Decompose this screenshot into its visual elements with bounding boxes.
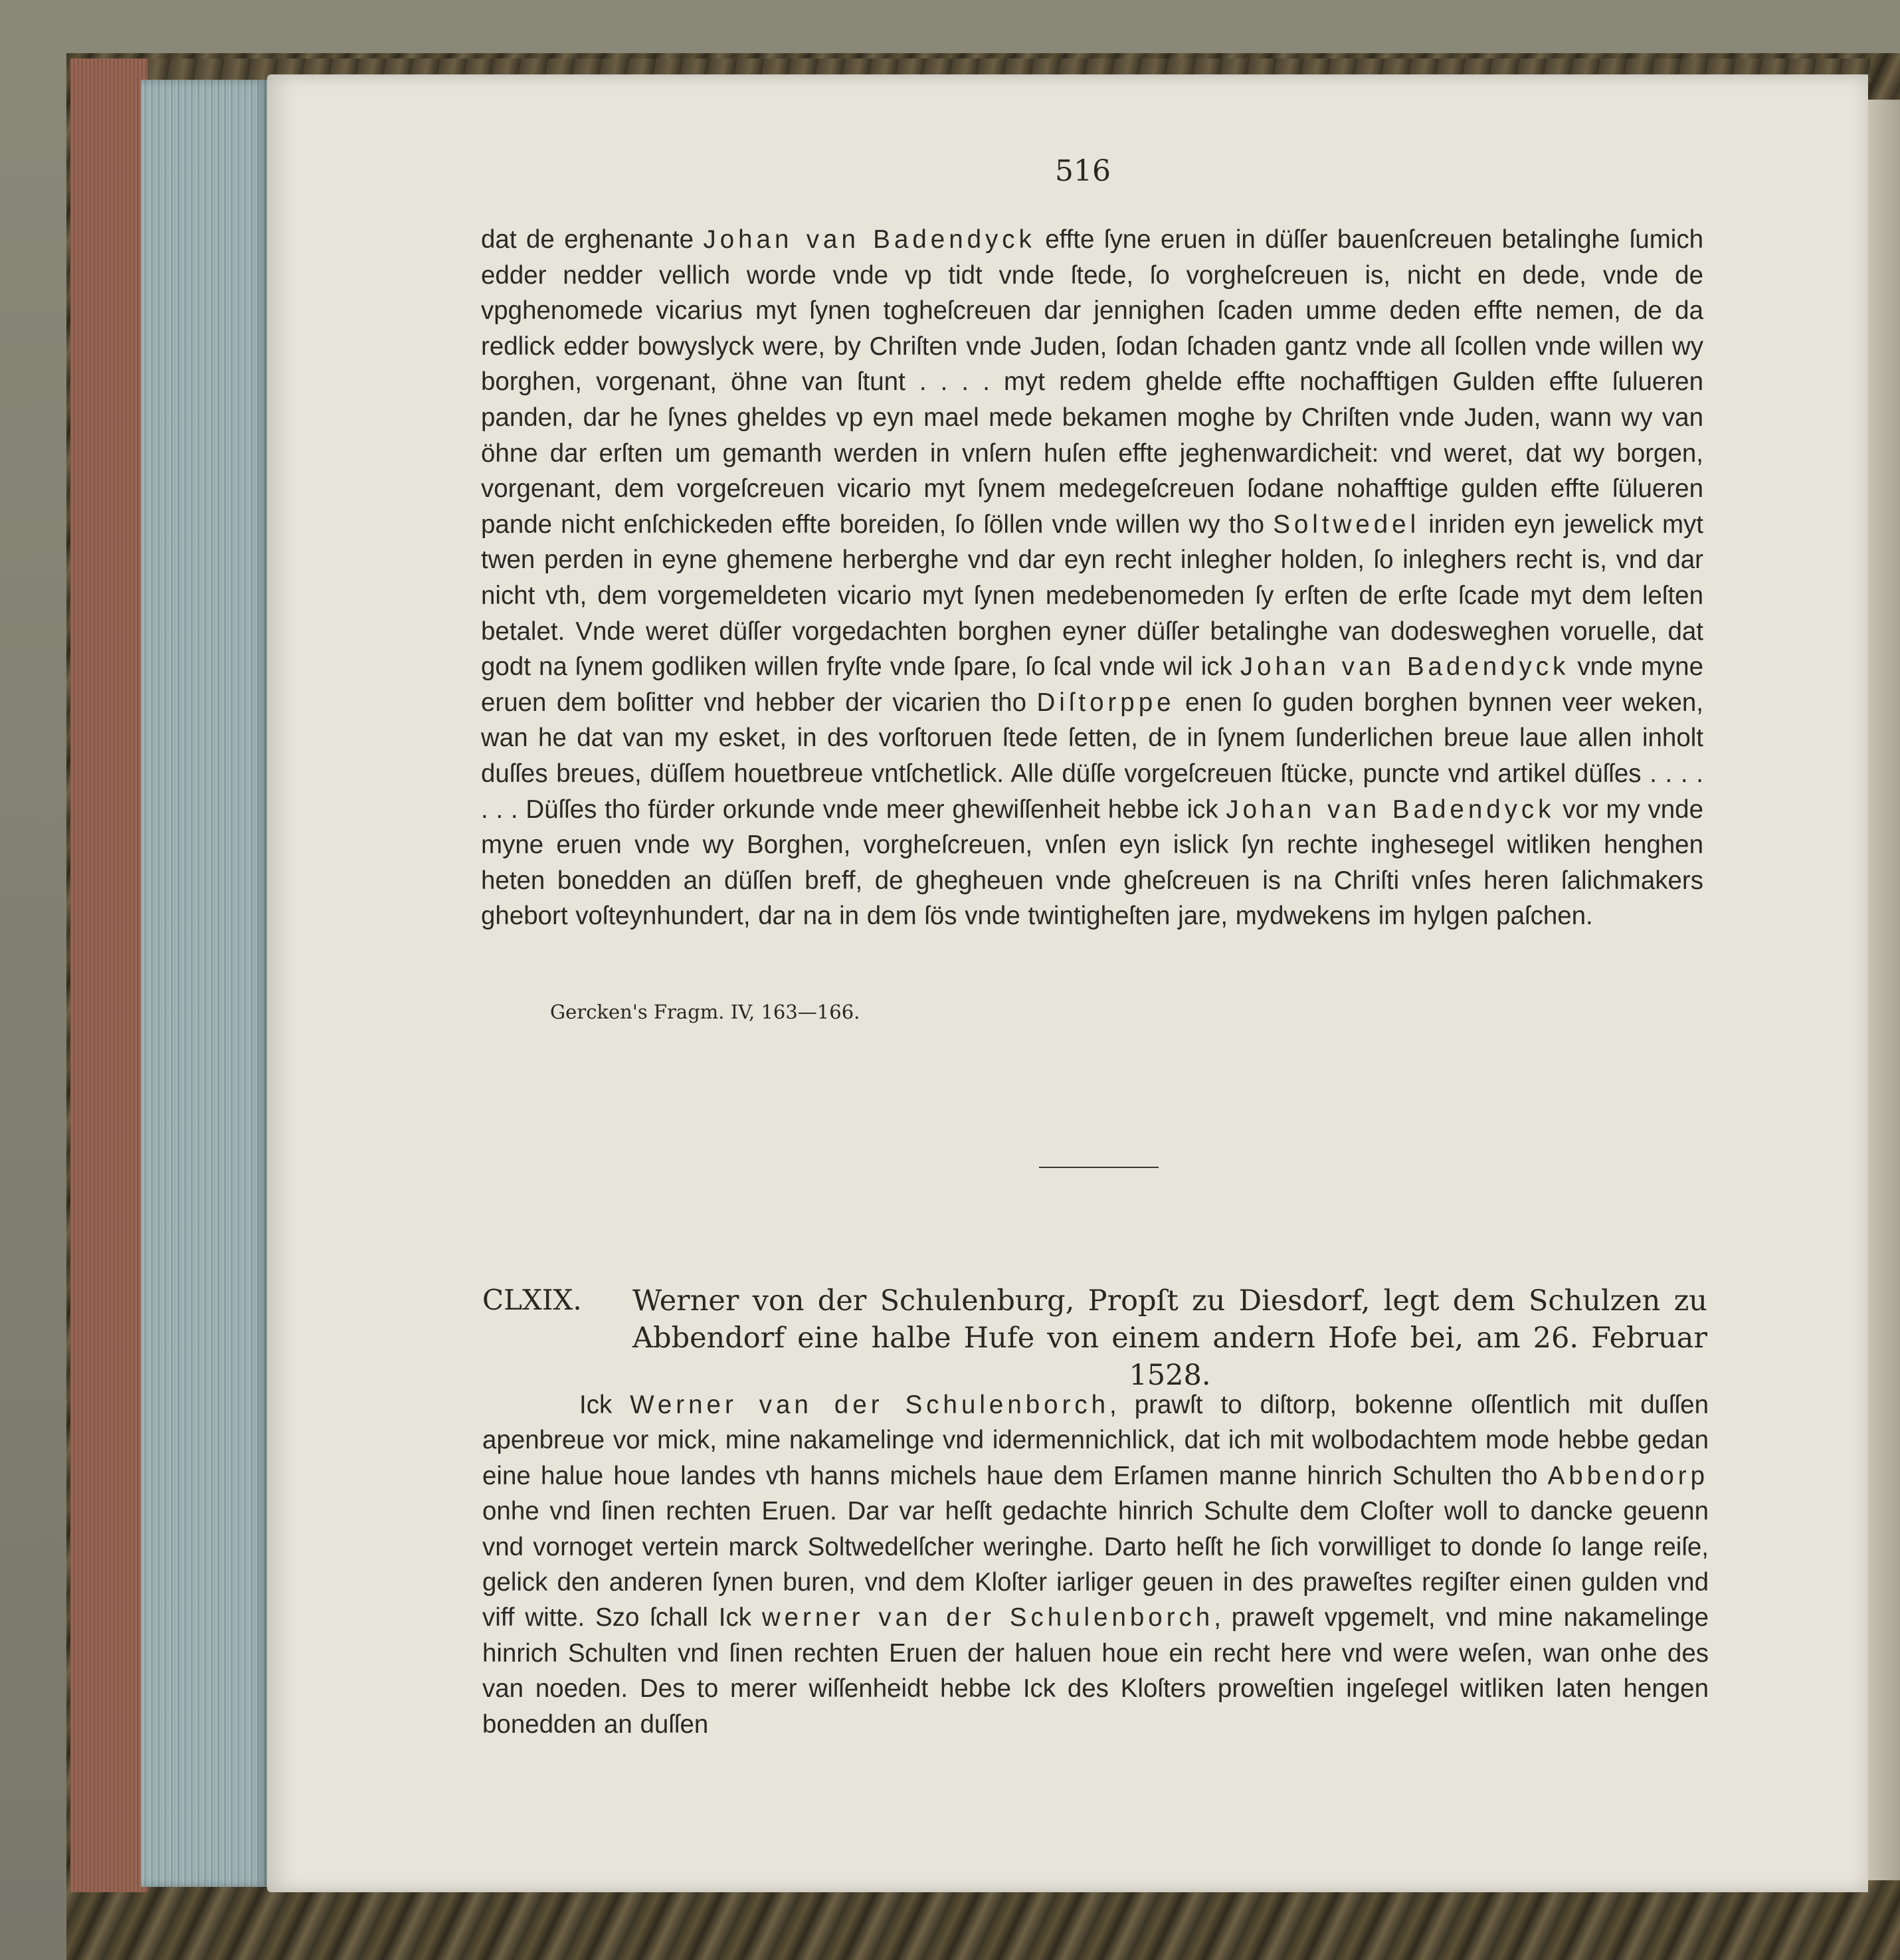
document-1-text (481, 222, 1703, 934)
spaced-name: Johan van Badendyck (1226, 795, 1555, 824)
stacked-page-edges (141, 80, 267, 1887)
text-run: onhe vnd ſinen rechten Eruen. Dar var heſſt gedachte hinrich Schulte dem Cloſter woll to dancke geuenn vnd vornoget vertein marck Soltwedelſcher weringhe. Darto heſſt he ſich vorwilliget to donde ſo lange reiſe, gelick den anderen ſynen buren, vnd dem Kloſter iarliger geuen in des praweſtes regiſter einen gulden vnd viff witte. Szo ſchall Ick (482, 1497, 1709, 1632)
charter-number: CLXIX. (482, 1284, 582, 1316)
charter-title: Werner von der Schulenburg, Propſt zu Diesdorf, legt dem Schulzen zu Abbendorf eine halbe Hufe von einem andern Hofe bei, am 26. Februar 1528. (632, 1284, 1707, 1392)
text-run: , prawſt to diſtorp, bokenne oſſentlich mit duſſen apenbreue vor mick, mine nakamelinge vnd idermennichlick, dat ich mit wolbodachtem mode hebbe gedan eine halue houe landes vth hanns michels haue dem Erſamen manne hinrich Schulten tho (482, 1391, 1709, 1490)
spaced-name: Johan van Badendyck (1240, 652, 1570, 682)
spaced-name: Soltwedel (1273, 510, 1420, 539)
spaced-name: Abbendorp (1547, 1461, 1709, 1490)
book-spine-cloth (70, 58, 147, 1892)
spaced-name: Johan van Badendyck (703, 225, 1036, 254)
text-run: Ick (579, 1391, 630, 1419)
text-run: vnde myne eruen dem boſitter vnd hebber der vicarien tho (481, 652, 1703, 717)
page-number: 516 (1055, 154, 1111, 188)
source-citation: Gercken's Fragm. IV, 163—166. (550, 1001, 860, 1023)
text-run: dat de erghenante (481, 225, 704, 254)
section-divider-rule (1039, 1167, 1159, 1168)
text-run: , praweſt vpgemelt, vnd mine nakamelinge hinrich Schulten vnd ſinen rechten Eruen der haluen houe ein recht here vnd were weſen, wan onhe des van noeden. Des to merer wiſſenheidt hebbe Ick des Kloſters proweſtien ingeſegel witliken laten hengen bonedden an duſſen (482, 1603, 1709, 1739)
text-run: effte ſyne eruen in düſſer bauenſcreuen betalinghe ſumich edder nedder vellich worde vnde vp tidt vnde ſtede, ſo vorgheſcreuen is, nicht en dede, vnde de vpghenomede vicarius myt ſynen togheſcreuen dar jennighen ſcaden umme deden effte nemen, de da redlick edder bowyslyck were, by Chriſten vnde Juden, ſodan ſchaden gantz vnde all ſcollen vnde willen wy borghen, vorgenant, öhne van ſtunt . . . . myt redem ghelde effte nochafftigen Gulden effte ſulueren panden, dar he ſynes gheldes vp eyn mael mede bekamen moghe by Chriſten vnde Juden, wann wy van öhne dar erſten um gemanth werden in vnſern huſen effte jeghenwardicheit: vnd weret, dat wy borgen, vorgenant, dem vorgeſcreuen vicario myt ſynem medegeſcreuen ſodane nohafftige gulden effte ſülueren pande nicht enſchickeden effte boreiden, ſo ſöllen vnde willen wy tho (481, 225, 1703, 539)
text-run: vor my vnde myne eruen vnde wy Borghen, vorgheſcreuen, vnſen eyn islick ſyn rechte inghesegel witliken henghen heten bonedden an düſſen breff, de ghegheuen vnde gheſcreuen is na Chriſti vnſes heren ſalichmakers ghebort voſteynhundert, dar na in dem ſös vnde twintigheſten jare, mydwekens im hylgen paſchen. (481, 795, 1703, 931)
spaced-name: Werner van der Schulenborch (630, 1391, 1110, 1419)
spaced-name: Diſtorppe (1036, 688, 1175, 717)
document-2-text (482, 1387, 1709, 1742)
spaced-name: werner van der Schulenborch (761, 1603, 1214, 1632)
text-run: enen ſo guden borghen bynnen veer weken, wan he dat van my esket, in des vorſtoruen ſtede ſetten, de in ſynem ſunderlichen breue laue allen inholt duſſes breues, düſſem houetbreue vntſchetlick. Alle düſſe vorgeſcreuen ſtücke, puncte vnd artikel düſſes . . . . . . . Düſſes tho fürder orkunde vnde meer ghewiſſenheit hebbe ick (481, 688, 1703, 824)
text-run: inriden eyn jewelick myt twen perden in eyne ghemene herberghe vnd dar eyn recht inlegher holden, ſo inleghers recht is, vnd dar nicht vth, dem vorgemeldeten vicario myt ſynen medebenomeden ſy erſten de erſte ſcade myt dem leſten betalet. Vnde weret düſſer vorgedachten borghen eyner düſſer betalinghe van dodesweghen voruelle, dat godt na ſynem godliken willen fryſte vnde ſpare, ſo ſcal vnde wil ick (481, 510, 1703, 682)
